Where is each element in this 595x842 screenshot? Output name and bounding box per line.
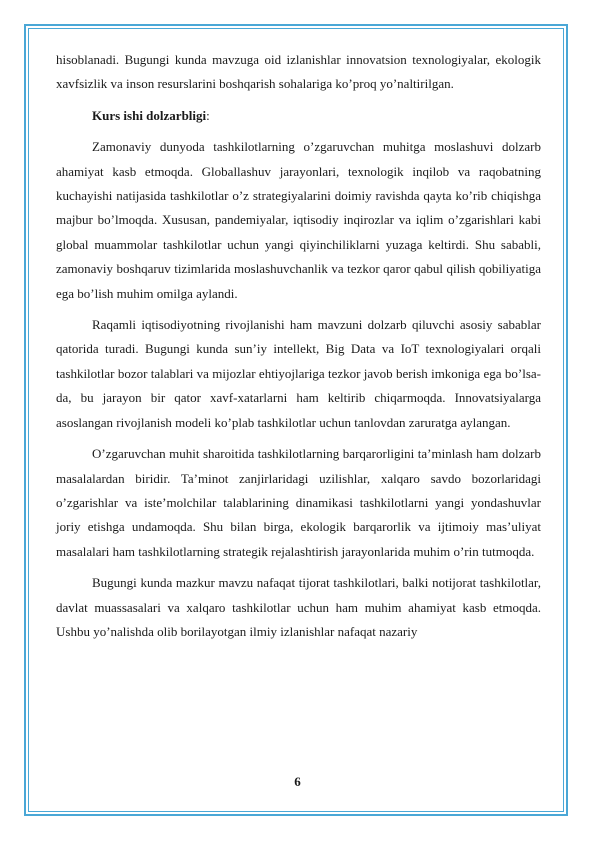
paragraph-3: O’zgaruvchan muhit sharoitida tashkilotlarning barqarorligini ta’minlash ham dolzarb masalalardan biridir. Ta’minot zanjirlaridagi uzilishlar, xalqaro savdo bozorlaridagi o’zgarishlar va iste’molchilar talablarining dinamikasi tashkilotlarni yangi yondashuvlar joriy etishga undamoqda. Shu bilan birga, ekologik barqarorlik va ijtimoiy mas’uliyat masalalari ham tashkilotlarning strategik rejalashtirish jarayonlarida muhim o’rin tutmoqda.	[56, 446, 541, 559]
paragraph-1: Zamonaviy dunyoda tashkilotlarning o’zgaruvchan muhitga moslashuvi dolzarb ahamiyat kasb etmoqda. Globallashuv jarayonlari, texnologik inqilob va raqobatning kuchayishi natijasida tashkilotlar o’z strategiyalarini doimiy ravishda qayta ko’rib chiqishga majbur bo’lmoqda. Xususan, pandemiyalar, iqtisodiy inqirozlar va iqlim o’zgarishlari kabi global muammolar tashkilotlar uchun yangi qiyinchiliklarni yuzaga keltirdi. Shu sababli, zamonaviy boshqaruv tizimlarida moslashuvchanlik va tezkor qaror qabul qilish qobiliyatiga ega bo’lish muhim omilga aylandi.	[56, 139, 541, 301]
paragraph-2: Raqamli iqtisodiyotning rivojlanishi ham mavzuni dolzarb qiluvchi asosiy sabablar qatorida turadi. Bugungi kunda sun’iy intellekt, Big Data va IoT texnologiyalari orqali tashkilotlar bozor talablari va mijozlar ehtiyojlariga tezkor javob berish imkoniga ega bo’lsa-da, bu jarayon bir qator xavf-xatarlarni ham keltirib chiqarmoqda. Innovatsiyalarga asoslangan rivojlanish modeli ko’plab tashkilotlar uchun tanlovdan zaruratga aylangan.	[56, 317, 541, 430]
paragraph-intro: hisoblanadi. Bugungi kunda mavzuga oid izlanishlar innovatsion texnologiyalar, ekologik xavfsizlik va inson resurslarini boshqarish sohalariga ko’proq yo’naltirilgan.	[56, 52, 541, 92]
section-heading	[56, 104, 541, 128]
paragraph-4: Bugungi kunda mazkur mavzu nafaqat tijorat tashkilotlari, balki notijorat tashkilotlar, davlat muassasalari va xalqaro tashkilotlar uchun ham muhim ahamiyat kasb etmoqda. Ushbu yo’nalishda olib borilayotgan ilmiy izlanishlar nafaqat nazariy	[56, 575, 541, 639]
document-body	[56, 48, 541, 651]
section-heading-text: Kurs ishi dolzarbligi	[92, 107, 207, 123]
page-number: 6	[294, 774, 301, 789]
section-heading-colon: :	[206, 107, 210, 123]
